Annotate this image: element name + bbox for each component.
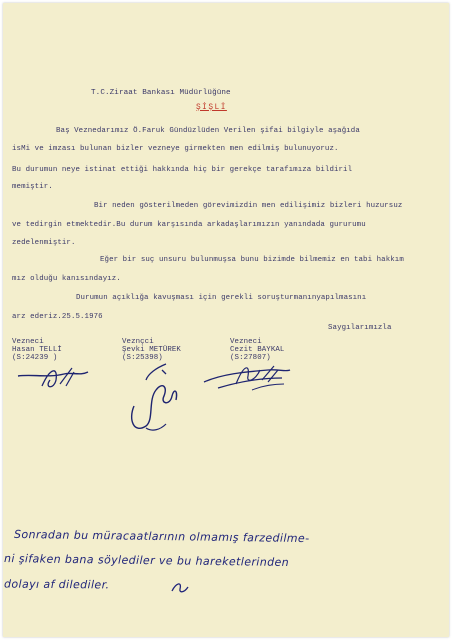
signature-2 bbox=[126, 360, 186, 440]
signatory-title: Veznçci bbox=[122, 338, 154, 346]
body-line: Baş Veznedarımız Ö.Faruk Gündüzlüden Verilen şifai bilgiyle aşağıda bbox=[56, 127, 360, 135]
body-line: Bir neden gösterilmeden görevimizdin men edilişimiz bizleri huzursuz bbox=[94, 202, 403, 210]
body-line: isMi ve imzası bulunan bizler vezneye girmekten men edilmiş bulunuyoruz. bbox=[12, 145, 339, 153]
handwritten-note-line: Sonradan bu müracaatlarının olmamış farzedilme- bbox=[13, 527, 310, 546]
date-line: arz ederiz.25.5.1976 bbox=[12, 313, 103, 321]
signatory-title: Vezneci bbox=[12, 338, 44, 346]
signatory-name: Hasan TELLİ bbox=[12, 346, 62, 354]
city-heading: ŞİŞLİ bbox=[196, 104, 227, 112]
body-line: Bu durumun neye istinat ettiği hakkında hiç bir gerekçe tarafımıza bildiril bbox=[12, 166, 353, 174]
body-line: mız olduğu kanısındayız. bbox=[12, 275, 121, 283]
signatory-name: Cezit BAYKAL bbox=[230, 346, 285, 354]
closing: Saygılarımızla bbox=[328, 324, 392, 332]
signatory-reg: (S:25398) bbox=[122, 354, 163, 362]
body-line: zedelenmiştir. bbox=[12, 239, 76, 247]
signatory-reg: (S:27807) bbox=[230, 354, 271, 362]
body-line: ve tedirgin etmektedir.Bu durum karşısında arkadaşlarımızın yanındada gururumu bbox=[12, 221, 366, 229]
handwritten-note-line: ni şifaken bana söylediler ve bu hareketlerinden bbox=[3, 552, 290, 569]
recipient-line: T.C.Ziraat Bankası Müdürlüğüne bbox=[91, 89, 231, 97]
signature-3 bbox=[198, 360, 298, 396]
body-line: Durumun açıklığa kavuşması için gerekli soruşturmanınyapılmasını bbox=[76, 294, 367, 302]
signature-1 bbox=[14, 360, 94, 400]
signatory-name: Şevki METÜREK bbox=[122, 346, 181, 354]
body-line: memiştir. bbox=[12, 183, 53, 191]
signatory-reg: (S:24239 ) bbox=[12, 354, 58, 362]
body-line: Eğer bir suç unsuru bulunmuşsa bunu bizimde bilmemiz en tabi hakkım bbox=[100, 256, 404, 264]
handwritten-initial bbox=[170, 579, 190, 595]
signatory-title: Vezneci bbox=[230, 338, 262, 346]
handwritten-note-line: dolayı af dilediler. bbox=[3, 577, 110, 592]
